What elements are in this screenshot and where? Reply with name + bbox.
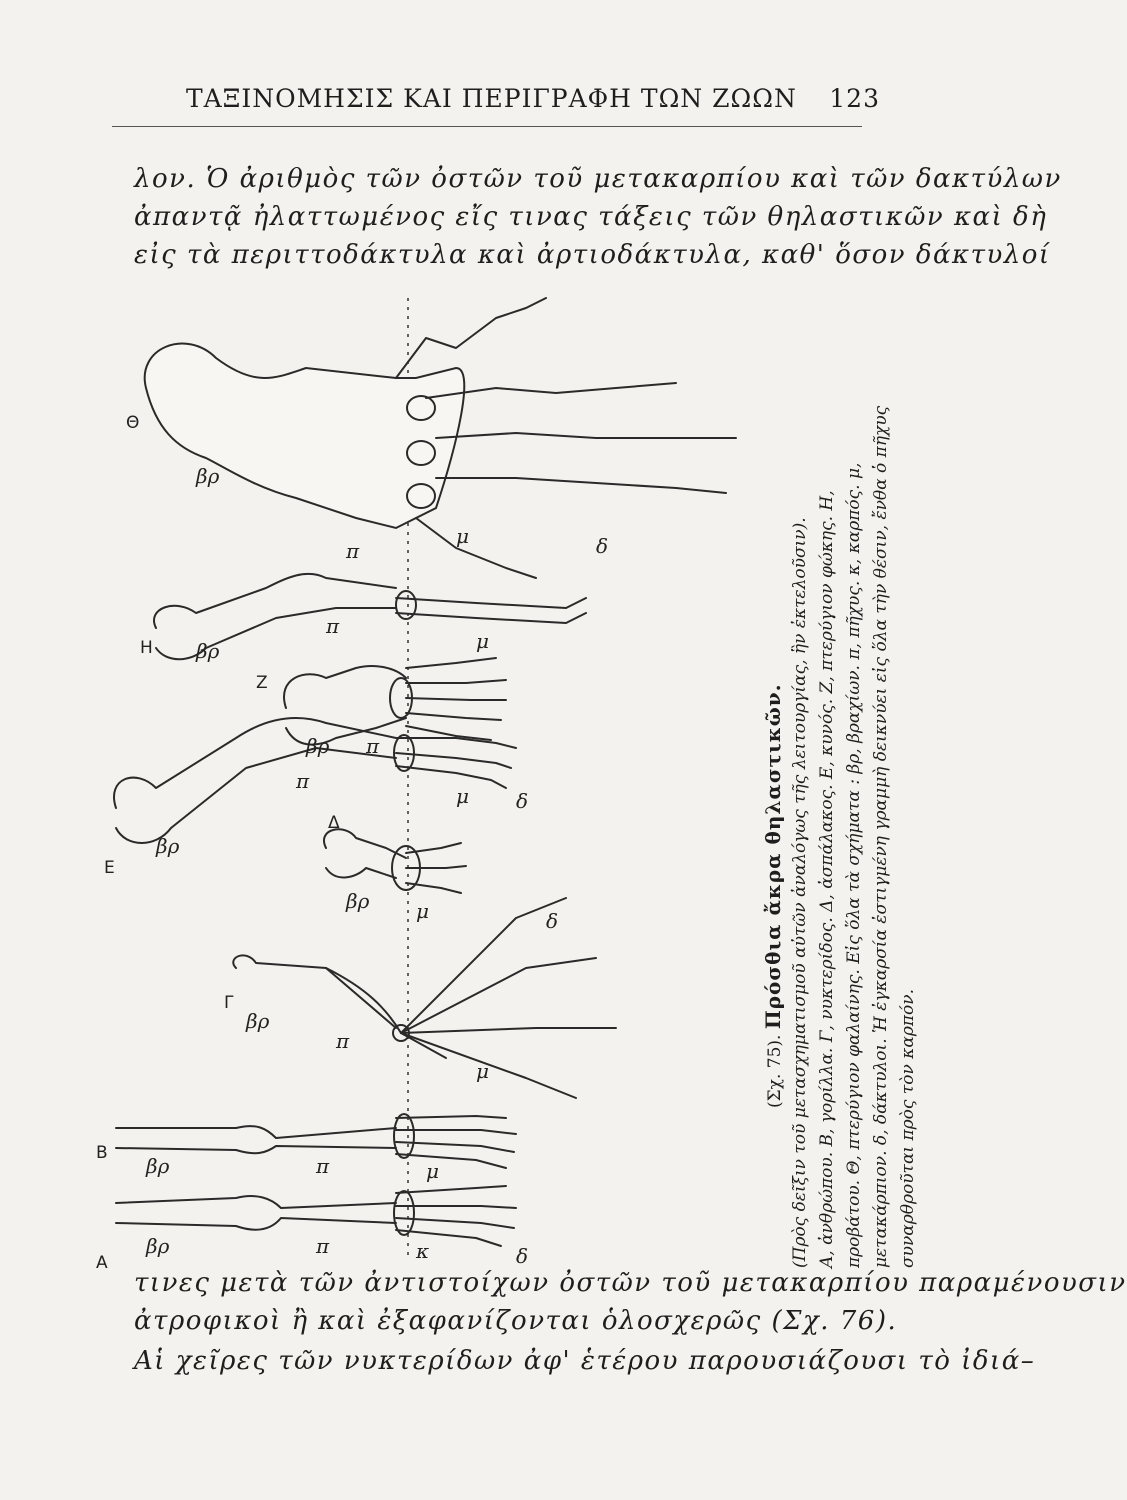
panel-letter: Δ (328, 813, 340, 833)
bone-label: βρ (146, 1234, 170, 1258)
bone-label: μ (426, 1159, 439, 1183)
bone-label: π (336, 1029, 350, 1053)
caption-number: (Σχ. 75). (765, 1034, 785, 1108)
bone-label: π (316, 1234, 330, 1258)
bone-label: π (326, 614, 340, 638)
figure-caption (760, 268, 940, 1268)
panel-letter: Ε (104, 858, 115, 878)
body-line: τινες μετὰ τῶν ἀντιστοίχων ὀστῶν τοῦ μετακαρπίου παραμένουσιν (134, 1268, 1127, 1298)
bone-label: βρ (196, 639, 220, 663)
bone-label: π (346, 539, 360, 563)
caption-line: μετακάρπιον. δ, δάκτυλοι. Ἡ ἐγκαρσία ἐστιγμένη γραμμὴ δεικνύει εἰς ὅλα τὴν θέσιν, ἔνθα ὁ πῆχυς (871, 405, 891, 1268)
running-head (140, 82, 880, 118)
bone-label: μ (416, 899, 429, 923)
bone-label: βρ (246, 1009, 270, 1033)
bone-label: βρ (346, 889, 370, 913)
panel-letter: Β (96, 1143, 108, 1163)
caption-title: Πρόσθια ἄκρα θηλαστικῶν. (761, 683, 785, 1030)
panel-letter: Θ (126, 413, 140, 433)
seal-flipper (284, 658, 506, 745)
panel-letter: Ζ (256, 673, 268, 693)
running-title: ΤΑΞΙΝΟΜΗΣΙΣ ΚΑΙ ΠΕΡΙΓΡΑΦΗ ΤΩΝ ΖΩΩΝ (186, 84, 797, 113)
bone-label: δ (546, 909, 559, 933)
header-rule (112, 126, 862, 127)
body-line: εἰς τὰ περιττοδάκτυλα καὶ ἀρτιοδάκτυλα, καθ' ὅσον δάκτυλοί (134, 240, 1051, 270)
body-line: ἀτροφικοὶ ἢ καὶ ἐξαφανίζονται ὁλοσχερῶς (Σχ. 76). (134, 1306, 898, 1336)
body-line: λον. Ὁ ἀριθμὸς τῶν ὀστῶν τοῦ μετακαρπίου καὶ τῶν δακτύλων (134, 164, 1062, 194)
bone-label: π (316, 1154, 330, 1178)
forelimb-figure (96, 268, 756, 1280)
bone-label: π (366, 734, 380, 758)
whale-flipper (145, 298, 736, 578)
bone-label: δ (596, 534, 609, 558)
bone-label: δ (516, 789, 529, 813)
caption-line: (Πρὸς δεῖξιν τοῦ μετασχηματισμοῦ αὐτῶν ἀναλόγως τῆς λειτουργίας, ἣν ἐκτελοῦσιν). (790, 517, 810, 1268)
bone-label: βρ (156, 834, 180, 858)
bone-label: μ (456, 784, 469, 808)
forelimb-illustration (96, 268, 756, 1280)
panel-letter: Α (96, 1253, 108, 1273)
bone-label: κ (416, 1239, 430, 1263)
bone-label: βρ (146, 1154, 170, 1178)
bone-label: μ (476, 629, 489, 653)
mole-limb (324, 829, 466, 893)
body-line: Αἱ χεῖρες τῶν νυκτερίδων ἀφ' ἑτέρου παρουσιάζουσι τὸ ἰδιά– (134, 1346, 1036, 1376)
bat-wing (233, 898, 616, 1098)
panel-letter: Η (140, 638, 153, 658)
panel-letter: Γ (224, 993, 234, 1013)
caption-title-line (760, 268, 787, 1268)
bone-label: βρ (196, 464, 220, 488)
caption-line: Α, ἀνθρώπου. Β, γορίλλα. Γ, νυκτερίδος. Δ, ἀσπάλακος. Ε, κυνός. Ζ, πτερύγιον φώκης. Η, (817, 490, 837, 1268)
page-number: 123 (829, 84, 880, 113)
bone-label: μ (456, 524, 469, 548)
caption-line: προβάτου. Θ, πτερύγιον φαλαίνης. Εἰς ὅλα τὰ σχήματα : βρ, βραχίων. π, πῆχυς. κ, καρπός. μ, (844, 462, 864, 1268)
caption-line: συναρθροῦται πρὸς τὸν καρπόν. (898, 989, 918, 1268)
body-line: ἀπαντᾷ ἠλαττωμένος εἴς τινας τάξεις τῶν θηλαστικῶν καὶ δὴ (134, 202, 1048, 232)
bone-label: βρ (306, 734, 330, 758)
bone-label: π (296, 769, 310, 793)
bone-label: μ (476, 1059, 489, 1083)
bone-label: δ (516, 1244, 529, 1268)
